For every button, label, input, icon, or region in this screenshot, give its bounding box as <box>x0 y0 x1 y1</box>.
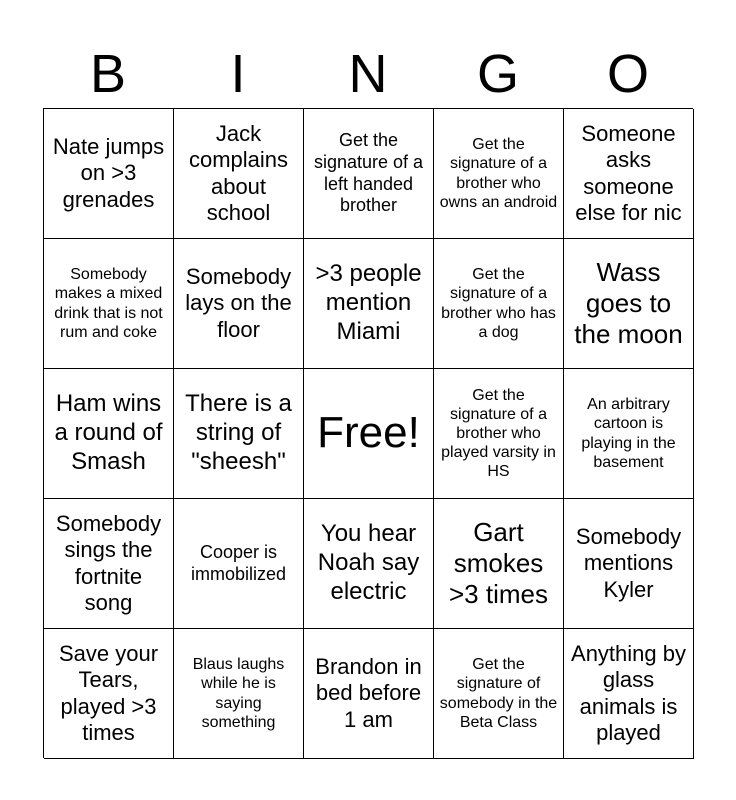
bingo-cell[interactable]: Blaus laughs while he is saying something <box>174 629 304 759</box>
bingo-cell[interactable]: Save your Tears, played >3 times <box>44 629 174 759</box>
header-letter-o: O <box>606 44 649 104</box>
bingo-cell[interactable]: Somebody sings the fortnite song <box>44 499 174 629</box>
header-letter-i: I <box>230 44 246 104</box>
bingo-cell[interactable]: There is a string of "sheesh" <box>174 369 304 499</box>
bingo-cell[interactable]: Get the signature of a brother who has a dog <box>434 239 564 369</box>
bingo-cell[interactable]: Get the signature of somebody in the Beta Class <box>434 629 564 759</box>
bingo-cell[interactable]: Cooper is immobilized <box>174 499 304 629</box>
bingo-cell[interactable]: Get the signature of a brother who owns an android <box>434 109 564 239</box>
header-letter-b: B <box>89 44 127 104</box>
bingo-cell[interactable]: Wass goes to the moon <box>564 239 694 369</box>
bingo-grid <box>43 108 693 758</box>
bingo-cell[interactable]: Somebody lays on the floor <box>174 239 304 369</box>
header-letter-n: N <box>348 44 388 104</box>
bingo-cell[interactable]: Somebody makes a mixed drink that is not rum and coke <box>44 239 174 369</box>
bingo-header <box>43 40 693 108</box>
bingo-cell[interactable]: Someone asks someone else for nic <box>564 109 694 239</box>
bingo-cell[interactable]: You hear Noah say electric <box>304 499 434 629</box>
bingo-cell[interactable]: Get the signature of a brother who played varsity in HS <box>434 369 564 499</box>
free-space[interactable]: Free! <box>304 369 434 499</box>
header-letter-g: G <box>476 44 519 104</box>
bingo-cell[interactable]: Get the signature of a left handed brother <box>304 109 434 239</box>
bingo-cell[interactable]: Jack complains about school <box>174 109 304 239</box>
bingo-cell[interactable]: Ham wins a round of Smash <box>44 369 174 499</box>
bingo-cell[interactable]: Anything by glass animals is played <box>564 629 694 759</box>
bingo-cell[interactable]: Gart smokes >3 times <box>434 499 564 629</box>
bingo-cell[interactable]: Nate jumps on >3 grenades <box>44 109 174 239</box>
bingo-cell[interactable]: Brandon in bed before 1 am <box>304 629 434 759</box>
bingo-cell[interactable]: Somebody mentions Kyler <box>564 499 694 629</box>
bingo-cell[interactable]: An arbitrary cartoon is playing in the basement <box>564 369 694 499</box>
bingo-cell[interactable]: >3 people mention Miami <box>304 239 434 369</box>
